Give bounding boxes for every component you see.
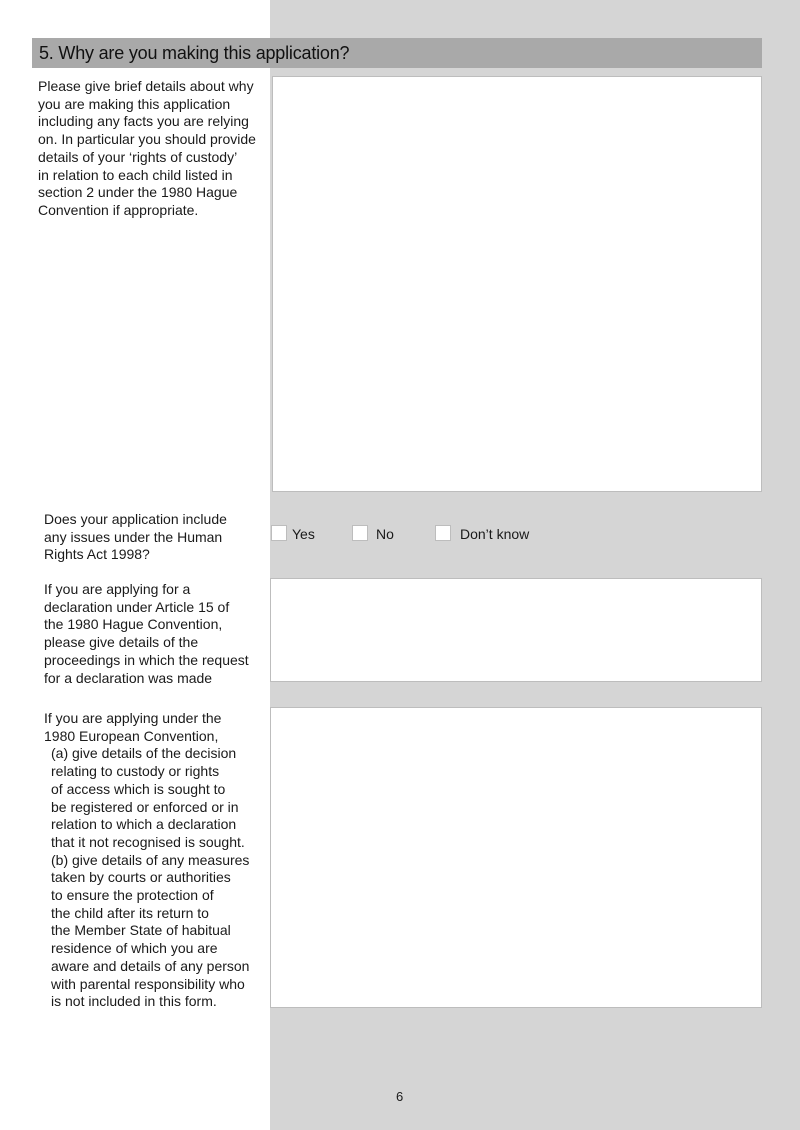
question-line: details of your ‘rights of custody’ xyxy=(38,148,238,165)
question-line: 1980 European Convention, xyxy=(44,727,219,744)
question-line: please give details of the xyxy=(44,634,199,651)
question-line: that it not recognised is sought. xyxy=(51,833,245,850)
article15-question xyxy=(44,581,249,687)
no-label: No xyxy=(376,526,394,542)
european-convention-question xyxy=(44,710,249,1011)
question-line: If you are applying for a xyxy=(44,581,191,597)
yes-checkbox[interactable] xyxy=(271,525,287,541)
question-line: declaration under Article 15 of xyxy=(44,598,230,615)
question-line: taken by courts or authorities xyxy=(51,869,231,886)
page-number: 6 xyxy=(396,1089,404,1104)
question-line: relation to which a declaration xyxy=(51,816,237,833)
question-line: with parental responsibility who xyxy=(51,975,245,992)
human-rights-question xyxy=(44,511,227,564)
question-line: is not included in this form. xyxy=(51,993,217,1010)
question-line: in relation to each child listed in xyxy=(38,166,233,183)
question-line: including any facts you are relying xyxy=(38,113,249,130)
question-line: for a declaration was made xyxy=(44,669,213,686)
question-line: (b) give details of any measures xyxy=(51,851,250,868)
question-line: the 1980 Hague Convention, xyxy=(44,616,223,633)
question-line: Convention if appropriate. xyxy=(38,201,199,218)
question-line: Please give brief details about why xyxy=(38,78,254,94)
section-title: 5. Why are you making this application? xyxy=(39,43,350,63)
question-line: Does your application include xyxy=(44,511,227,527)
question-line: proceedings in which the request xyxy=(44,651,249,668)
question-line: the Member State of habitual xyxy=(51,922,231,939)
question-line: to ensure the protection of xyxy=(51,887,214,904)
question-line: If you are applying under the xyxy=(44,710,222,726)
section-header xyxy=(32,38,762,68)
yes-label: Yes xyxy=(292,526,315,542)
question-line: of access which is sought to xyxy=(51,780,226,797)
dont-know-label: Don’t know xyxy=(460,526,530,542)
question-line: you are making this application xyxy=(38,95,231,112)
question-line: Rights Act 1998? xyxy=(44,546,150,563)
question-line: any issues under the Human xyxy=(44,528,223,545)
no-checkbox[interactable] xyxy=(352,525,368,541)
question-line: residence of which you are xyxy=(51,940,218,957)
european-convention-answer-field[interactable] xyxy=(270,707,762,1008)
article15-answer-field[interactable] xyxy=(270,578,762,682)
question-line: on. In particular you should provide xyxy=(38,131,256,148)
question-line: aware and details of any person xyxy=(51,957,250,974)
dont-know-checkbox[interactable] xyxy=(435,525,451,541)
reasons-answer-field[interactable] xyxy=(272,76,762,492)
question-line: be registered or enforced or in xyxy=(51,798,239,815)
question-line: section 2 under the 1980 Hague xyxy=(38,184,238,201)
question-line: (a) give details of the decision xyxy=(51,745,237,762)
reasons-question xyxy=(38,78,256,220)
question-line: relating to custody or rights xyxy=(51,763,220,780)
question-line: the child after its return to xyxy=(51,904,209,921)
